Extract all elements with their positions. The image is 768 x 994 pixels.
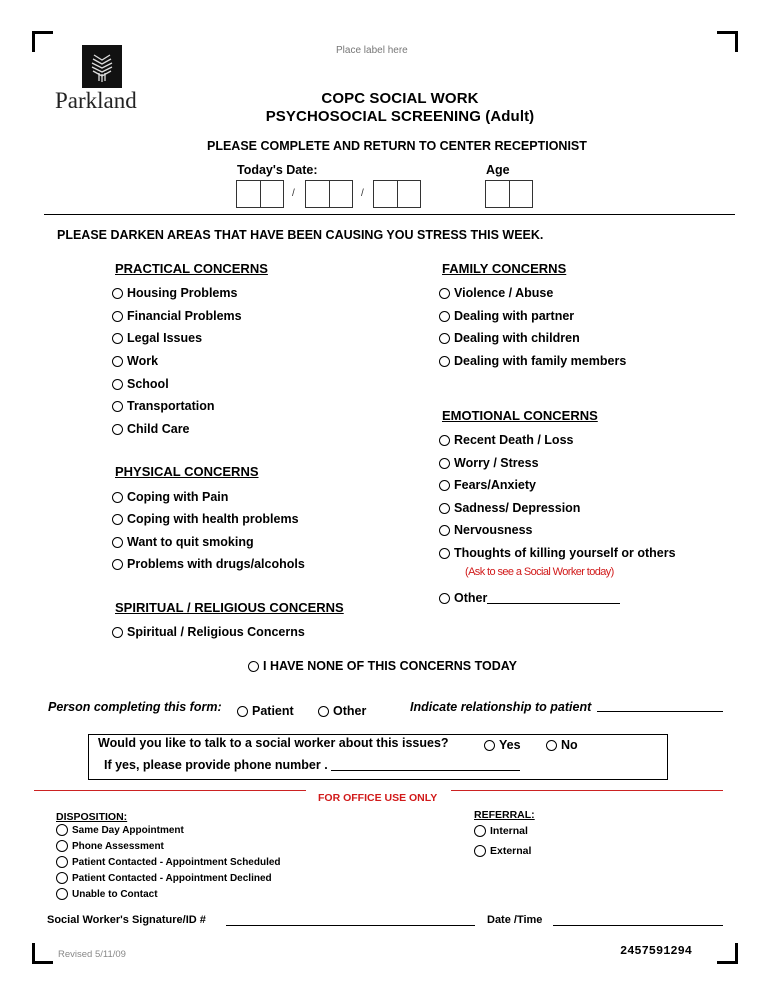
radio-icon[interactable] [439, 503, 450, 514]
radio-icon[interactable] [237, 706, 248, 717]
option-dealing-partner[interactable]: Dealing with partner [439, 309, 574, 323]
option-same-day[interactable]: Same Day Appointment [56, 824, 184, 836]
option-external[interactable]: External [474, 845, 531, 857]
option-recent-death[interactable]: Recent Death / Loss [439, 433, 573, 447]
physical-concerns-title: PHYSICAL CONCERNS [115, 464, 259, 479]
option-patient[interactable]: Patient [237, 704, 294, 718]
option-unable-contact[interactable]: Unable to Contact [56, 888, 158, 900]
radio-icon[interactable] [474, 825, 486, 837]
referral-title: REFERRAL: [474, 809, 535, 821]
radio-icon[interactable] [318, 706, 329, 717]
option-sadness-depression[interactable]: Sadness/ Depression [439, 501, 580, 515]
datetime-input[interactable] [553, 925, 723, 926]
crop-mark-bottom-right [717, 943, 738, 964]
age-label: Age [486, 163, 510, 177]
other-text-input[interactable] [487, 593, 620, 604]
emotional-concerns-title: EMOTIONAL CONCERNS [442, 408, 598, 423]
radio-icon[interactable] [439, 458, 450, 469]
radio-icon[interactable] [56, 824, 68, 836]
phone-label: If yes, please provide phone number . [104, 758, 328, 772]
option-dealing-children[interactable]: Dealing with children [439, 331, 580, 345]
option-other-person[interactable]: Other [318, 704, 366, 718]
divider [44, 214, 735, 215]
option-transportation[interactable]: Transportation [112, 399, 215, 413]
title-line-1: COPC SOCIAL WORK [321, 90, 479, 107]
crop-mark-top-left [32, 31, 53, 52]
title-line-2: PSYCHOSOCIAL SCREENING (Adult) [265, 108, 535, 125]
option-appointment-declined[interactable]: Patient Contacted - Appointment Declined [56, 872, 272, 884]
option-financial-problems[interactable]: Financial Problems [112, 309, 242, 323]
radio-icon[interactable] [112, 424, 123, 435]
spiritual-concerns-title: SPIRITUAL / RELIGIOUS CONCERNS [115, 600, 344, 615]
option-quit-smoking[interactable]: Want to quit smoking [112, 535, 254, 549]
relationship-label: Indicate relationship to patient [410, 700, 592, 714]
option-school[interactable]: School [112, 377, 169, 391]
signature-input[interactable] [226, 925, 475, 926]
radio-icon[interactable] [439, 288, 450, 299]
radio-icon[interactable] [484, 740, 495, 751]
radio-icon[interactable] [112, 627, 123, 638]
option-none[interactable]: I HAVE NONE OF THIS CONCERNS TODAY [248, 659, 517, 673]
date-label: Today's Date: [237, 163, 318, 177]
option-coping-health[interactable]: Coping with health problems [112, 512, 299, 526]
radio-icon[interactable] [112, 333, 123, 344]
social-worker-warning: (Ask to see a Social Worker today) [465, 566, 614, 578]
radio-icon[interactable] [439, 356, 450, 367]
option-spiritual[interactable]: Spiritual / Religious Concerns [112, 625, 305, 639]
radio-icon[interactable] [474, 845, 486, 857]
radio-icon[interactable] [439, 548, 450, 559]
radio-icon[interactable] [439, 525, 450, 536]
disposition-title: DISPOSITION: [56, 811, 128, 823]
radio-icon[interactable] [112, 537, 123, 548]
relationship-input[interactable] [597, 711, 723, 712]
darken-instruction: PLEASE DARKEN AREAS THAT HAVE BEEN CAUSING YOU STRESS THIS WEEK. [57, 228, 544, 242]
radio-icon[interactable] [112, 379, 123, 390]
option-phone-assessment[interactable]: Phone Assessment [56, 840, 164, 852]
option-appointment-scheduled[interactable]: Patient Contacted - Appointment Scheduled [56, 856, 281, 868]
option-thoughts-killing[interactable]: Thoughts of killing yourself or others [439, 546, 676, 560]
radio-icon[interactable] [56, 856, 68, 868]
radio-icon[interactable] [56, 888, 68, 900]
crop-mark-top-right [717, 31, 738, 52]
option-worry-stress[interactable]: Worry / Stress [439, 456, 539, 470]
radio-icon[interactable] [112, 356, 123, 367]
radio-icon[interactable] [546, 740, 557, 751]
radio-icon[interactable] [439, 311, 450, 322]
datetime-label: Date /Time [487, 914, 543, 926]
option-internal[interactable]: Internal [474, 825, 528, 837]
option-work[interactable]: Work [112, 354, 158, 368]
radio-icon[interactable] [439, 593, 450, 604]
date-month-input[interactable] [236, 180, 284, 208]
date-day-input[interactable] [305, 180, 353, 208]
parkland-logo-icon [82, 45, 122, 88]
radio-icon[interactable] [439, 333, 450, 344]
option-fears-anxiety[interactable]: Fears/Anxiety [439, 478, 536, 492]
option-housing-problems[interactable]: Housing Problems [112, 286, 237, 300]
radio-icon[interactable] [112, 514, 123, 525]
return-instruction: PLEASE COMPLETE AND RETURN TO CENTER RECEPTIONIST [207, 139, 587, 153]
option-no[interactable]: No [546, 738, 578, 752]
date-separator: / [292, 188, 295, 199]
radio-icon[interactable] [56, 872, 68, 884]
signature-label: Social Worker's Signature/ID # [47, 914, 206, 926]
date-year-input[interactable] [373, 180, 421, 208]
age-input[interactable] [485, 180, 533, 208]
crop-mark-bottom-left [32, 943, 53, 964]
radio-icon[interactable] [112, 288, 123, 299]
family-concerns-title: FAMILY CONCERNS [442, 261, 567, 276]
option-yes[interactable]: Yes [484, 738, 521, 752]
talk-question: Would you like to talk to a social worker about this issues? [98, 736, 449, 750]
logo-text: Parkland [55, 88, 137, 113]
option-nervousness[interactable]: Nervousness [439, 523, 533, 537]
practical-concerns-title: PRACTICAL CONCERNS [115, 261, 268, 276]
radio-icon[interactable] [439, 480, 450, 491]
office-divider-left [34, 790, 306, 791]
option-coping-pain[interactable]: Coping with Pain [112, 490, 228, 504]
option-dealing-family[interactable]: Dealing with family members [439, 354, 626, 368]
label-placeholder: Place label here [336, 45, 408, 56]
option-drugs-alcohol[interactable]: Problems with drugs/alcohols [112, 557, 305, 571]
option-legal-issues[interactable]: Legal Issues [112, 331, 202, 345]
radio-icon[interactable] [112, 492, 123, 503]
radio-icon[interactable] [56, 840, 68, 852]
page-title [240, 90, 560, 126]
radio-icon[interactable] [112, 401, 123, 412]
office-divider-right [451, 790, 723, 791]
date-separator: / [361, 188, 364, 199]
person-completing-label: Person completing this form: [48, 700, 222, 714]
radio-icon[interactable] [439, 435, 450, 446]
option-child-care[interactable]: Child Care [112, 422, 190, 436]
option-violence-abuse[interactable]: Violence / Abuse [439, 286, 553, 300]
option-other-emotional[interactable]: Other [439, 591, 620, 605]
form-number: 2457591294 [620, 944, 693, 958]
radio-icon[interactable] [248, 661, 259, 672]
revised-date: Revised 5/11/09 [58, 949, 126, 960]
radio-icon[interactable] [112, 311, 123, 322]
office-use-banner: FOR OFFICE USE ONLY [318, 792, 438, 804]
radio-icon[interactable] [112, 559, 123, 570]
phone-input[interactable] [331, 770, 520, 771]
